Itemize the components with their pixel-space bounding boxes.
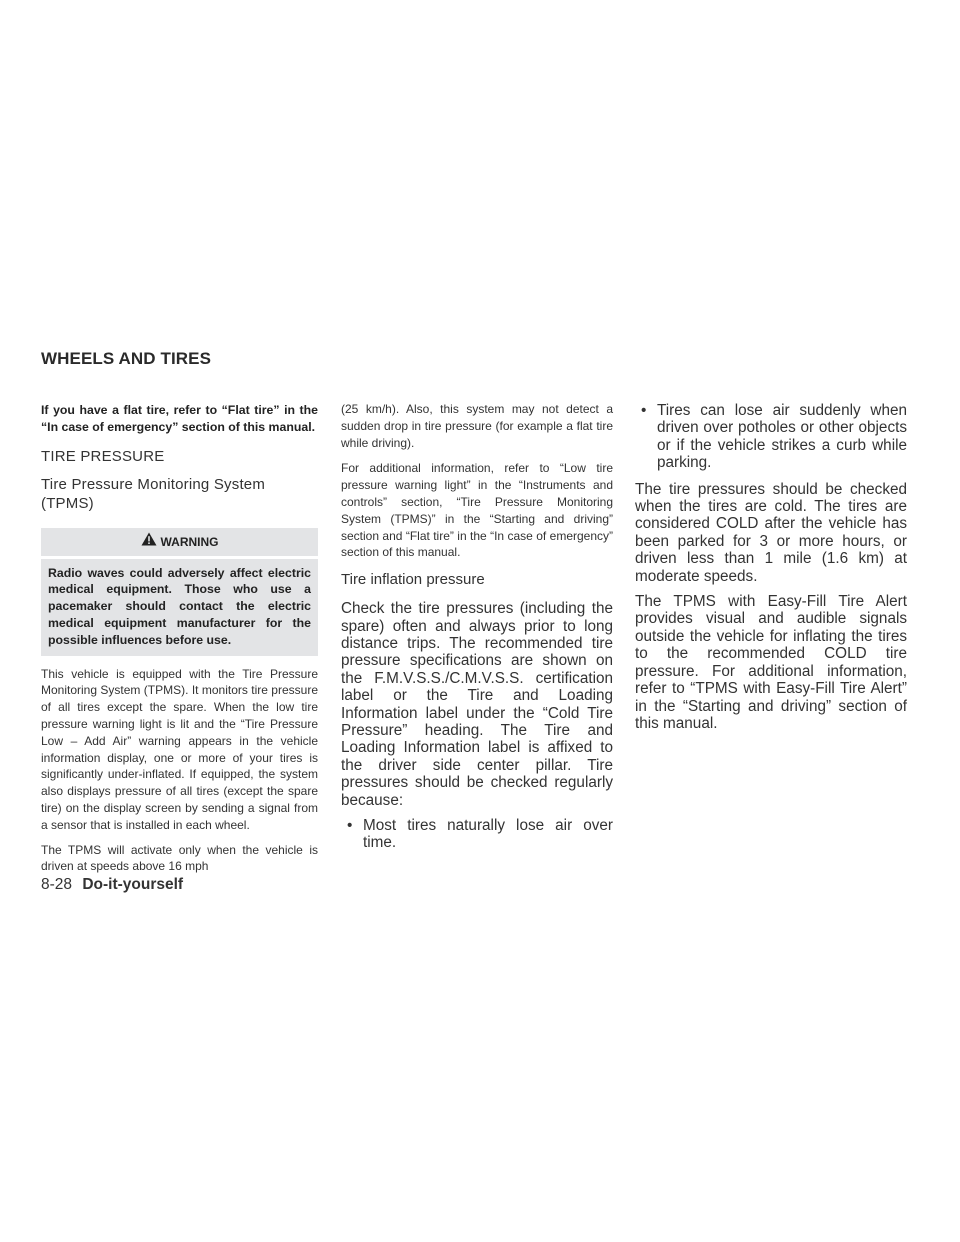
- warning-header: [41, 527, 318, 559]
- easy-fill-info: The TPMS with Easy-Fill Tire Alert provides visual and audible signals outside the vehicle for inflating the tires to the recommended COLD tire pressure. For additional information, refer to “TPMS with Easy-Fill Tire Alert” in the “Starting and driving” section of this manual.: [635, 593, 907, 732]
- chapter-title: Do-it-yourself: [82, 876, 184, 893]
- warning-triangle-icon: [141, 528, 157, 556]
- bullet-icon: •: [641, 402, 647, 419]
- warning-text: Radio waves could adversely affect electric medical equipment. Those who use a pacemaker should contact the electric medical equipment manufacturer for the possible influences before use.: [48, 565, 311, 647]
- list-item: [341, 817, 613, 852]
- tpms-limitation: (25 km/h). Also, this system may not detect a sudden drop in tire pressure (for example a flat tire while driving).: [341, 402, 613, 450]
- list-item: [635, 402, 907, 472]
- section-title: WHEELS AND TIRES: [41, 349, 212, 368]
- heading-tire-inflation: Tire inflation pressure: [341, 571, 485, 589]
- heading-tpms: Tire Pressure Monitoring System (TPMS): [41, 475, 266, 512]
- inflation-instructions: Check the tire pressures (including the spare) often and always prior to long distance trips. The recommended tire pressure specifications are shown on the F.M.V.S.S./C.M.V.S.S. certification label or the Tire and Loading Information label under the “Cold Tire Pressure” heading. The Tire and Loading Information label is affixed to the driver side center pillar. Tire pressures should be checked regularly because:: [341, 600, 613, 809]
- bullet-text: Most tires naturally lose air over time.: [363, 817, 613, 852]
- heading-tire-pressure: TIRE PRESSURE: [41, 447, 165, 465]
- bullet-icon: •: [347, 817, 353, 835]
- column-1: [41, 402, 318, 883]
- warning-title: WARNING: [160, 534, 219, 549]
- page-number: 8-28: [41, 876, 73, 893]
- flat-tire-note: If you have a flat tire, refer to “Flat tire” in the “In case of emergency” section of this manual.: [41, 403, 318, 434]
- additional-info: For additional information, refer to “Low tire pressure warning light” in the “Instruments and controls” section, “Tire Pressure Monitoring System (TPMS)” in the “Starting and driving” section and “Flat tire” in the “In case of emergency” section of this manual.: [341, 461, 613, 560]
- page-footer: [41, 876, 183, 894]
- tpms-description: This vehicle is equipped with the Tire Pressure Monitoring System (TPMS). It monitors tire pressure of all tires except the spare. When the low tire pressure warning light is lit and the “Tire Pressure Low – Add Air” warning appears in the vehicle information display, one or more of your tires is significantly under-inflated. If equipped, the system also displays pressure of all tires (except the spare tire) on the display screen by sending a signal from a sensor that is installed in each wheel.: [41, 666, 318, 832]
- bullet-text: Tires can lose air suddenly when driven over potholes or other objects or if the vehicle strikes a curb while parking.: [657, 402, 907, 472]
- column-2: [341, 401, 613, 861]
- cold-tire-info: The tire pressures should be checked when the tires are cold. The tires are considered COLD after the vehicle has been parked for 3 or more hours, or driven less than 1 mile (1.6 km) at moderate speeds.: [635, 480, 907, 585]
- tpms-activation: The TPMS will activate only when the vehicle is driven at speeds above 16 mph: [41, 842, 318, 874]
- column-3: [635, 402, 907, 741]
- warning-box: [41, 527, 318, 656]
